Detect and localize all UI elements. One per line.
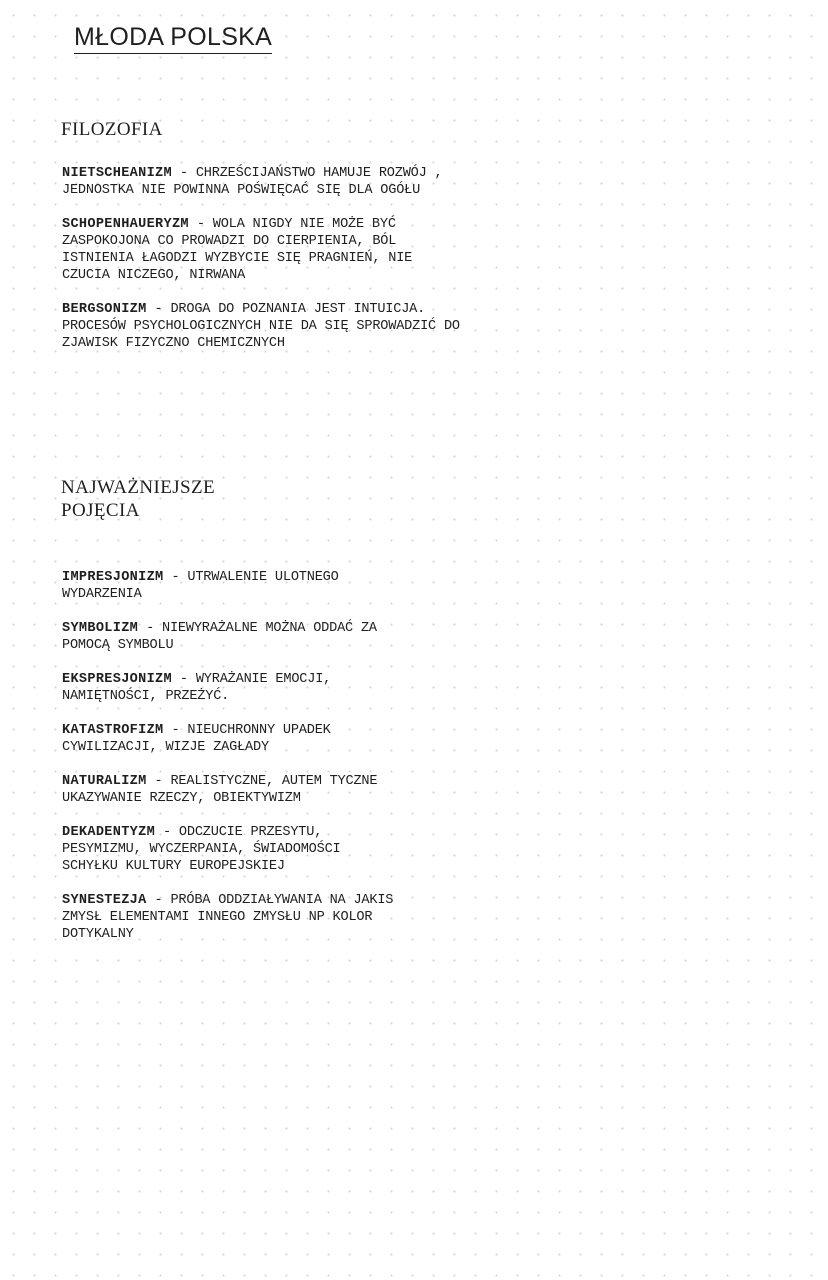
entry-term: BERGSONIZM: [62, 302, 147, 317]
entry-definition: WYRAŻANIE EMOCJI, NAMIĘTNOŚCI, PRZEŻYĆ.: [62, 672, 332, 704]
filozofia-list: [62, 165, 462, 369]
entry-term: IMPRESJONIZM: [62, 570, 164, 585]
entry-definition: NIEWYRAŻALNE MOŻNA ODDAĆ ZA POMOCĄ SYMBOLU: [62, 621, 377, 653]
section-heading-filozofia: FILOZOFIA: [61, 119, 163, 140]
list-item: SYMBOLIZM - NIEWYRAŻALNE MOŻNA ODDAĆ ZA POMOCĄ SYMBOLU: [62, 621, 377, 653]
page-title: MŁODA POLSKA: [74, 22, 272, 54]
entry-definition: DROGA DO POZNANIA JEST INTUICJA. PROCESÓW PSYCHOLOGICZNYCH NIE DA SIĘ SPROWADZIĆ DO ZJAWISK FIZYCZNO CHEMICZNYCH: [62, 302, 460, 351]
entry-definition: REALISTYCZNE, AUTEM TYCZNE UKAZYWANIE RZECZY, OBIEKTYWIZM: [62, 774, 378, 806]
entry-term: SCHOPENHAUERYZM: [62, 217, 189, 232]
heading-text: NAJWAŻNIEJSZE POJĘCIA: [61, 477, 216, 521]
entry-definition: CHRZEŚCIJAŃSTWO HAMUJE ROZWÓJ , JEDNOSTKA NIE POWINNA POŚWIĘCAĆ SIĘ DLA OGÓŁU: [62, 166, 443, 198]
list-item: DEKADENTYZM - ODCZUCIE PRZESYTU, PESYMIZMU, WYCZERPANIA, ŚWIADOMOŚCI SCHYŁKU KULTURY EUROPEJSKIEJ: [62, 825, 341, 874]
list-item: SYNESTEZJA - PRÓBA ODDZIAŁYWANIA NA JAKIS ZMYSŁ ELEMENTAMI INNEGO ZMYSŁU NP KOLOR DOTYKALNY: [62, 893, 394, 942]
entry-definition: ODCZUCIE PRZESYTU, PESYMIZMU, WYCZERPANIA, ŚWIADOMOŚCI SCHYŁKU KULTURY EUROPEJSKIEJ: [62, 825, 341, 874]
entry-term: NIETSCHEANIZM: [62, 166, 172, 181]
entry-term: KATASTROFIZM: [62, 723, 164, 738]
entry-term: DEKADENTYZM: [62, 825, 156, 840]
entry-definition: UTRWALENIE ULOTNEGO WYDARZENIA: [62, 570, 339, 602]
list-item: SCHOPENHAUERYZM - WOLA NIGDY NIE MOŻE BYĆ ZASPOKOJONA CO PROWADZI DO CIERPIENIA, BÓL ISTNIENIA ŁAGODZI WYZBYCIE SIĘ PRAGNIEŃ, NIE CZUCIA NICZEGO, NIRWANA: [62, 217, 413, 283]
entry-definition: NIEUCHRONNY UPADEK CYWILIZACJI, WIZJE ZAGŁADY: [62, 723, 331, 755]
entry-definition: WOLA NIGDY NIE MOŻE BYĆ ZASPOKOJONA CO PROWADZI DO CIERPIENIA, BÓL ISTNIENIA ŁAGODZI WYZBYCIE SIĘ PRAGNIEŃ, NIE CZUCIA NICZEGO, NIRWANA: [62, 217, 413, 283]
list-item: IMPRESJONIZM - UTRWALENIE ULOTNEGO WYDARZENIA: [62, 570, 339, 602]
list-item: KATASTROFIZM - NIEUCHRONNY UPADEK CYWILIZACJI, WIZJE ZAGŁADY: [62, 723, 331, 755]
entry-term: EKSPRESJONIZM: [62, 672, 172, 687]
pojecia-list: [62, 569, 404, 960]
entry-definition: PRÓBA ODDZIAŁYWANIA NA JAKIS ZMYSŁ ELEMENTAMI INNEGO ZMYSŁU NP KOLOR DOTYKALNY: [62, 893, 394, 942]
entry-term: SYNESTEZJA: [62, 893, 147, 908]
list-item: BERGSONIZM - DROGA DO POZNANIA JEST INTUICJA. PROCESÓW PSYCHOLOGICZNYCH NIE DA SIĘ SPROWADZIĆ DO ZJAWISK FIZYCZNO CHEMICZNYCH: [62, 302, 460, 351]
entry-term: SYMBOLIZM: [62, 621, 139, 636]
section-heading-pojecia: [61, 476, 241, 522]
list-item: NIETSCHEANIZM - CHRZEŚCIJAŃSTWO HAMUJE ROZWÓJ , JEDNOSTKA NIE POWINNA POŚWIĘCAĆ SIĘ DLA OGÓŁU: [62, 166, 443, 198]
list-item: NATURALIZM - REALISTYCZNE, AUTEM TYCZNE UKAZYWANIE RZECZY, OBIEKTYWIZM: [62, 774, 378, 806]
entry-term: NATURALIZM: [62, 774, 147, 789]
list-item: EKSPRESJONIZM - WYRAŻANIE EMOCJI, NAMIĘTNOŚCI, PRZEŻYĆ.: [62, 672, 332, 704]
